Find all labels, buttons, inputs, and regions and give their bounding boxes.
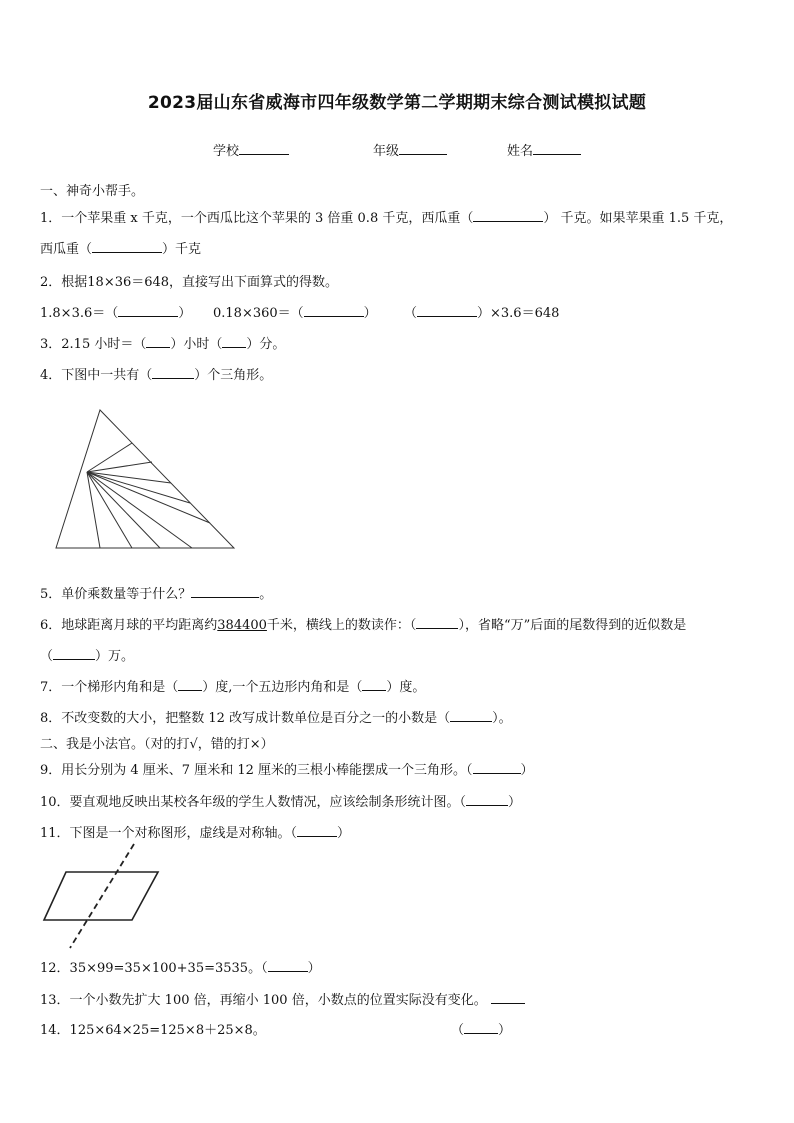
q11-blank[interactable] bbox=[297, 824, 337, 837]
page-title: 2023届山东省威海市四年级数学第二学期期末综合测试模拟试题 bbox=[147, 93, 647, 113]
q9-text-b: ） bbox=[520, 763, 534, 778]
q2-expr-2 bbox=[213, 302, 377, 321]
parallelogram-figure bbox=[38, 840, 168, 952]
q5-blank[interactable] bbox=[191, 585, 259, 598]
q6-text-c: ），省略“万”后面的尾数得到的近似数是 bbox=[458, 618, 687, 633]
q3-text-a: 3．2.15 小时＝（ bbox=[40, 337, 147, 352]
question-6-cont bbox=[40, 645, 134, 664]
grade-label: 年级 bbox=[373, 144, 400, 159]
ray-1 bbox=[87, 443, 132, 472]
q9-blank[interactable] bbox=[473, 761, 521, 774]
q2-e2-text: 0.18×360＝（ bbox=[213, 306, 304, 321]
q10-blank[interactable] bbox=[466, 793, 508, 806]
question-1-cont bbox=[40, 238, 201, 257]
question-14: 14．125×64×25=125×8＋25×8。 bbox=[40, 1023, 266, 1038]
question-9 bbox=[40, 759, 534, 778]
school-label: 学校 bbox=[213, 144, 240, 159]
question-4 bbox=[40, 364, 272, 383]
q1-text-d: ）千克 bbox=[162, 242, 202, 257]
triangle-figure bbox=[50, 405, 240, 555]
question-5 bbox=[40, 583, 272, 602]
q13-blank[interactable] bbox=[491, 991, 525, 1004]
q11-text-b: ） bbox=[337, 826, 351, 841]
question-1 bbox=[40, 207, 732, 226]
q6-text-a: 6．地球距离月球的平均距离约 bbox=[40, 618, 218, 633]
q11-text-a: 11．下图是一个对称图形，虚线是对称轴。（ bbox=[40, 826, 298, 841]
q4-blank[interactable] bbox=[152, 366, 194, 379]
q14-blank[interactable] bbox=[464, 1021, 498, 1034]
section-2-heading: 二、我是小法官。（对的打√，错的打×） bbox=[40, 737, 274, 752]
q1-blank-1[interactable] bbox=[473, 209, 543, 222]
q6-text-e: ）万。 bbox=[95, 649, 135, 664]
q3-text-c: ）分。 bbox=[246, 337, 286, 352]
q7-text-b: ）度,一个五边形内角和是（ bbox=[202, 680, 363, 695]
q2-expr-3: （ ）×3.6＝648 bbox=[404, 306, 560, 321]
grade-field bbox=[373, 140, 447, 159]
q2-blank-1[interactable] bbox=[118, 304, 178, 317]
question-2: 2．根据18×36＝648，直接写出下面算式的得数。 bbox=[40, 275, 339, 290]
name-field bbox=[507, 140, 581, 159]
q7-blank-2[interactable] bbox=[362, 678, 386, 691]
question-3 bbox=[40, 333, 285, 352]
q3-text-b: ）小时（ bbox=[170, 337, 223, 352]
q3-blank-2[interactable] bbox=[222, 335, 246, 348]
question-6 bbox=[40, 614, 686, 633]
q1-text-b: ） 千克。如果苹果重 1.5 千克， bbox=[543, 211, 733, 226]
q2-e2-close: ） bbox=[363, 306, 377, 321]
question-10 bbox=[40, 791, 521, 810]
q12-text-a: 12．35×99=35×100+35=3535。（ bbox=[40, 961, 268, 976]
q2-e1-text: 1.8×3.6＝（ bbox=[40, 306, 119, 321]
question-8 bbox=[40, 707, 512, 726]
q10-text-b: ） bbox=[508, 795, 522, 810]
section-1-heading: 一、神奇小帮手。 bbox=[40, 184, 145, 199]
q1-text-c: 西瓜重（ bbox=[40, 242, 93, 257]
question-12 bbox=[40, 957, 321, 976]
q9-text-a: 9．用长分别为 4 厘米、7 厘米和 12 厘米的三根小棒能摆成一个三角形。（ bbox=[40, 763, 473, 778]
q5-text-b: 。 bbox=[259, 587, 273, 602]
question-11 bbox=[40, 822, 350, 841]
school-field bbox=[213, 140, 289, 159]
q7-text-a: 7．一个梯形内角和是（ bbox=[40, 680, 179, 695]
q6-text-b: 千米，横线上的数读作：（ bbox=[266, 618, 417, 633]
q7-blank-1[interactable] bbox=[178, 678, 202, 691]
q4-text-a: 4．下图中一共有（ bbox=[40, 368, 153, 383]
name-blank[interactable] bbox=[533, 142, 581, 155]
q12-blank[interactable] bbox=[268, 959, 308, 972]
q8-text-b: ）。 bbox=[492, 711, 512, 726]
q14-answer: （ ） bbox=[451, 1023, 512, 1038]
q2-expr-1 bbox=[40, 302, 191, 321]
q3-blank-1[interactable] bbox=[146, 335, 170, 348]
q6-text-d: （ bbox=[40, 649, 54, 664]
q1-text-a: 1．一个苹果重 x 千克，一个西瓜比这个苹果的 3 倍重 0.8 千克，西瓜重（ bbox=[40, 211, 474, 226]
q6-blank-2[interactable] bbox=[53, 647, 95, 660]
q2-e1-close: ） bbox=[178, 306, 192, 321]
q13-text-a: 13．一个小数先扩大 100 倍，再缩小 100 倍，小数点的位置实际没有变化。 bbox=[40, 993, 487, 1008]
outer-triangle bbox=[56, 410, 234, 548]
q8-text-a: 8．不改变数的大小，把整数 12 改写成计数单位是百分之一的小数是（ bbox=[40, 711, 451, 726]
q10-text-a: 10．要直观地反映出某校各年级的学生人数情况，应该绘制条形统计图。（ bbox=[40, 795, 467, 810]
q12-text-b: ） bbox=[307, 961, 321, 976]
q6-blank-1[interactable] bbox=[416, 616, 458, 629]
q1-blank-2[interactable] bbox=[92, 240, 162, 253]
q2-e3-text: ）×3.6＝648 bbox=[477, 306, 560, 321]
q8-blank[interactable] bbox=[450, 709, 492, 722]
symmetry-axis bbox=[70, 844, 134, 948]
q5-text-a: 5．单价乘数量等于什么？ bbox=[40, 587, 192, 602]
question-7 bbox=[40, 676, 425, 695]
grade-blank[interactable] bbox=[399, 142, 447, 155]
question-13 bbox=[40, 989, 525, 1008]
q2-blank-2[interactable] bbox=[304, 304, 364, 317]
q4-text-b: ）个三角形。 bbox=[194, 368, 273, 383]
school-blank[interactable] bbox=[239, 142, 289, 155]
q2-blank-3[interactable] bbox=[417, 304, 477, 317]
q6-number: 384400 bbox=[217, 618, 267, 633]
ray-2 bbox=[87, 462, 152, 472]
name-label: 姓名 bbox=[507, 144, 534, 159]
q7-text-c: ）度。 bbox=[386, 680, 426, 695]
ray-9 bbox=[87, 472, 192, 548]
